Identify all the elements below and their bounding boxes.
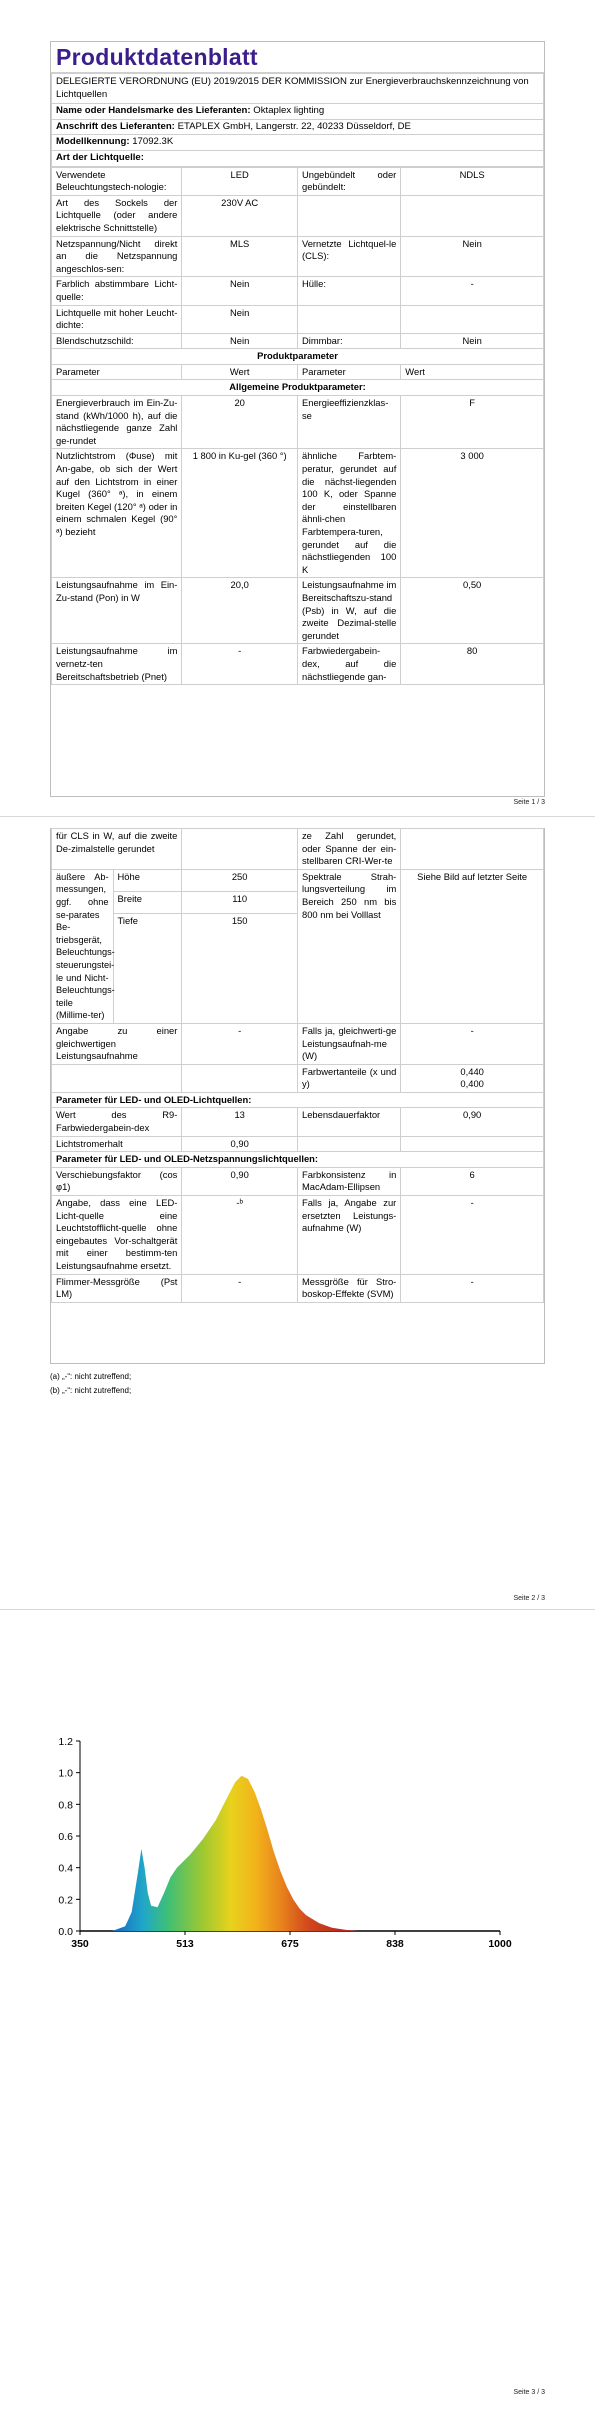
cell-value: 6 [401, 1167, 544, 1195]
cell-value: - [182, 1274, 298, 1302]
table-row [52, 1196, 544, 1275]
table-row [52, 1136, 544, 1152]
table-row [52, 1023, 544, 1064]
cell-value: -ᵇ [182, 1196, 298, 1275]
table-row [52, 195, 544, 236]
type-heading: Art der Lichtquelle: [52, 150, 544, 166]
cell-label: Farblich abstimmbare Licht-quelle: [52, 277, 182, 305]
cell-label: Energieverbrauch im Ein-Zu-stand (kWh/1000 h), auf die nächstliegende ganze Zahl ge-rundet [52, 396, 182, 449]
cell-label: Leistungsaufnahme im vernetz-ten Bereitschaftsbetrieb (Pnet) [52, 644, 182, 685]
cell-label [52, 1064, 182, 1092]
cell-label: Wert des R9-Farbwiedergabein-dex [52, 1108, 182, 1136]
continued-table [51, 828, 544, 1303]
cell-label: Netzspannung/Nicht direkt an die Netzspannung angeschlos-sen: [52, 236, 182, 277]
cell-label: Angabe, dass eine LED-Licht-quelle eine Leuchtstofflicht-quelle ohne eingebautes Vor-schaltgerät mit einer bestimm-ten Leistungsaufnahme ersetzt. [52, 1196, 182, 1275]
supplier-address-label: Anschrift des Lieferanten: [56, 120, 175, 132]
spectrum-area [112, 1776, 358, 1931]
cell-value: - [401, 277, 544, 305]
spectrum-chart [45, 1721, 555, 1961]
cell-value: 20,0 [182, 578, 298, 644]
cell-value: - [401, 1274, 544, 1302]
cell-value: Nein [182, 277, 298, 305]
cell-label: Leistungsaufnahme im Bereitschaftszu-stand (Psb) in W, auf die zweite Dezimal-stelle gerundet [297, 578, 400, 644]
y-tick-label: 0.2 [58, 1894, 73, 1907]
cell-value [182, 1064, 298, 1092]
cell-value [182, 829, 298, 870]
col-header-param: Parameter [297, 364, 400, 380]
cell-value [401, 1064, 544, 1092]
page-footer: Seite 2 / 3 [513, 1595, 545, 1602]
product-params-heading: Produktparameter [52, 349, 544, 365]
table-row [52, 1108, 544, 1136]
cell-value [401, 305, 544, 333]
cell-label: Leistungsaufnahme im Ein-Zu-stand (Pon) in W [52, 578, 182, 644]
page-footer: Seite 3 / 3 [513, 2389, 545, 2396]
cell-label: Energieeffizienzklas-se [297, 396, 400, 449]
chroma-x: 0,440 [460, 1065, 484, 1077]
cell-label: Vernetzte Lichtquel-le (CLS): [297, 236, 400, 277]
cell-label: Falls ja, Angabe zur ersetzten Leistungs-aufnahme (W) [297, 1196, 400, 1275]
general-heading: Allgemeine Produktparameter: [52, 380, 544, 396]
cell-value: Nein [182, 333, 298, 349]
chroma-y: 0,400 [460, 1078, 484, 1090]
page-1 [0, 0, 595, 817]
cell-value: 0,90 [182, 1167, 298, 1195]
y-tick-label: 1.2 [58, 1736, 73, 1748]
type-table [51, 167, 544, 686]
model-row [52, 135, 544, 151]
cell-value: 230V AC [182, 195, 298, 236]
dimension-value: 150 [182, 913, 298, 1023]
cell-value: LED [182, 167, 298, 195]
cell-value: - [401, 1196, 544, 1275]
table-row [52, 449, 544, 578]
col-header-param: Parameter [52, 364, 182, 380]
cell-label: Farbkonsistenz in MacAdam-Ellipsen [297, 1167, 400, 1195]
cell-value: MLS [182, 236, 298, 277]
cell-label: Lichtquelle mit hoher Leucht-dichte: [52, 305, 182, 333]
x-tick-label: 838 [386, 1938, 404, 1950]
y-tick-label: 0.0 [58, 1926, 73, 1938]
document-title: Produktdatenblatt [51, 42, 544, 73]
footnotes [50, 1370, 131, 1398]
cell-value: Nein [182, 305, 298, 333]
page-footer: Seite 1 / 3 [513, 799, 545, 806]
cell-label: Art des Sockels der Lichtquelle (oder andere elektrische Schnittstelle) [52, 195, 182, 236]
footnote-a: (a) „-“: nicht zutreffend; [50, 1372, 132, 1381]
x-tick-label: 350 [71, 1938, 89, 1950]
dimension-value: 250 [182, 869, 298, 891]
cell-value: 0,50 [401, 578, 544, 644]
table-row [52, 644, 544, 685]
column-header-row [52, 364, 544, 380]
cell-label: Blendschutzschild: [52, 333, 182, 349]
cell-value: NDLS [401, 167, 544, 195]
cell-label: Dimmbar: [297, 333, 400, 349]
spectrum-chart-svg [45, 1721, 555, 1961]
cell-value [401, 1136, 544, 1152]
cell-label: Verwendete Beleuchtungstech-nologie: [52, 167, 182, 195]
cell-value: 80 [401, 644, 544, 685]
table-row [52, 333, 544, 349]
supplier-name-label: Name oder Handelsmarke des Lieferanten: [56, 105, 251, 117]
cell-value: - [401, 1023, 544, 1064]
cell-value [401, 829, 544, 870]
cell-label [297, 195, 400, 236]
cell-value: Nein [401, 333, 544, 349]
cell-label [297, 305, 400, 333]
footnote-b: (b) „-“: nicht zutreffend; [50, 1386, 132, 1395]
spectral-value: Siehe Bild auf letzter Seite [401, 869, 544, 1023]
cell-value: F [401, 396, 544, 449]
dimension-value: 110 [182, 891, 298, 913]
model-label: Modellkennung: [56, 136, 130, 148]
cell-value: 3 000 [401, 449, 544, 578]
table-row [52, 829, 544, 870]
cell-value: Nein [401, 236, 544, 277]
datasheet-page-1 [50, 41, 545, 797]
page-3 [0, 1611, 595, 2409]
cell-label: Nutzlichtstrom (Φuse) mit An-gabe, ob sich der Wert auf den Lichtstrom in einer Kugel (360° ᵃ), in einem breiten Kegel (120° ᵃ) oder in einem schmalen Kegel (90° ᵃ) bezieht [52, 449, 182, 578]
x-tick-label: 1000 [488, 1938, 512, 1950]
cell-value: 13 [182, 1108, 298, 1136]
table-row [52, 167, 544, 195]
dimension-name: Höhe [113, 869, 182, 891]
table-row [52, 1064, 544, 1092]
y-tick-label: 0.4 [58, 1862, 73, 1875]
dimension-name: Breite [113, 891, 182, 913]
col-header-value: Wert [401, 364, 544, 380]
page-2 [0, 818, 595, 1610]
cell-value: 20 [182, 396, 298, 449]
supplier-name-value: Oktaplex lighting [253, 105, 325, 117]
dimensions-row [52, 869, 544, 891]
cell-label: Lichtstromerhalt [52, 1136, 182, 1152]
regulation-text: DELEGIERTE VERORDNUNG (EU) 2019/2015 DER KOMMISSION zur Energieverbrauchskennzeichnung von Lichtquellen [52, 74, 544, 104]
table-row [52, 277, 544, 305]
cell-value: - [182, 644, 298, 685]
cell-label: Angabe zu einer gleichwertigen Leistungsaufnahme [52, 1023, 182, 1064]
cell-label: Messgröße für Stro-boskop-Effekte (SVM) [297, 1274, 400, 1302]
cell-label: ähnliche Farbtem-peratur, gerundet auf die nächst-liegenden 100 K, oder Spanne der einstellbaren ähnli-chen Farbtempera-turen, gerundet auf die nächstliegenden 100 K [297, 449, 400, 578]
datasheet-page-2 [50, 828, 545, 1364]
table-row [52, 1167, 544, 1195]
cell-label: ze Zahl gerundet, oder Spanne der ein-stellbaren CRI-Wer-te [297, 829, 400, 870]
cell-label: Farbwertanteile (x und y) [297, 1064, 400, 1092]
supplier-address-value: ETAPLEX GmbH, Langerstr. 22, 40233 Düsseldorf, DE [177, 120, 411, 132]
y-tick-label: 1.0 [58, 1767, 73, 1780]
cell-label [297, 1136, 400, 1152]
cell-label: Hülle: [297, 277, 400, 305]
model-value: 17092.3K [132, 136, 174, 148]
led-heading: Parameter für LED- und OLED-Lichtquellen: [52, 1092, 544, 1108]
header-table [51, 73, 544, 167]
cell-value [401, 195, 544, 236]
cell-label: Farbwiedergabein-dex, auf die nächstliegende gan- [297, 644, 400, 685]
cell-label: für CLS in W, auf die zweite De-zimalstelle gerundet [52, 829, 182, 870]
y-tick-label: 0.8 [58, 1799, 73, 1812]
table-row [52, 236, 544, 277]
mains-heading: Parameter für LED- und OLED-Netzspannungslichtquellen: [52, 1152, 544, 1168]
spectral-label: Spektrale Strah-lungsverteilung im Bereich 250 nm bis 800 nm bei Volllast [297, 869, 400, 1023]
cell-label: Falls ja, gleichwerti-ge Leistungsaufnah-me (W) [297, 1023, 400, 1064]
x-tick-label: 675 [281, 1938, 299, 1950]
table-row [52, 396, 544, 449]
table-row [52, 305, 544, 333]
cell-label: Ungebündelt oder gebündelt: [297, 167, 400, 195]
dimensions-label: äußere Ab-messungen, ggf. ohne se-parates Be-triebsgerät, Beleuchtungs-steuerungstei-le und Nicht-Beleuchtungs-teile (Millime-ter) [52, 869, 114, 1023]
supplier-name-row [52, 104, 544, 120]
x-tick-label: 513 [176, 1938, 194, 1950]
table-row [52, 1274, 544, 1302]
cell-value: 1 800 in Ku-gel (360 °) [182, 449, 298, 578]
y-tick-label: 0.6 [58, 1831, 73, 1843]
supplier-address-row [52, 119, 544, 135]
cell-label: Flimmer-Messgröße (Pst LM) [52, 1274, 182, 1302]
cell-value: - [182, 1023, 298, 1064]
cell-label: Verschiebungsfaktor (cos φ1) [52, 1167, 182, 1195]
table-row [52, 578, 544, 644]
dimension-name: Tiefe [113, 913, 182, 1023]
cell-value: 0,90 [182, 1136, 298, 1152]
col-header-value: Wert [182, 364, 298, 380]
cell-label: Lebensdauerfaktor [297, 1108, 400, 1136]
cell-value: 0,90 [401, 1108, 544, 1136]
